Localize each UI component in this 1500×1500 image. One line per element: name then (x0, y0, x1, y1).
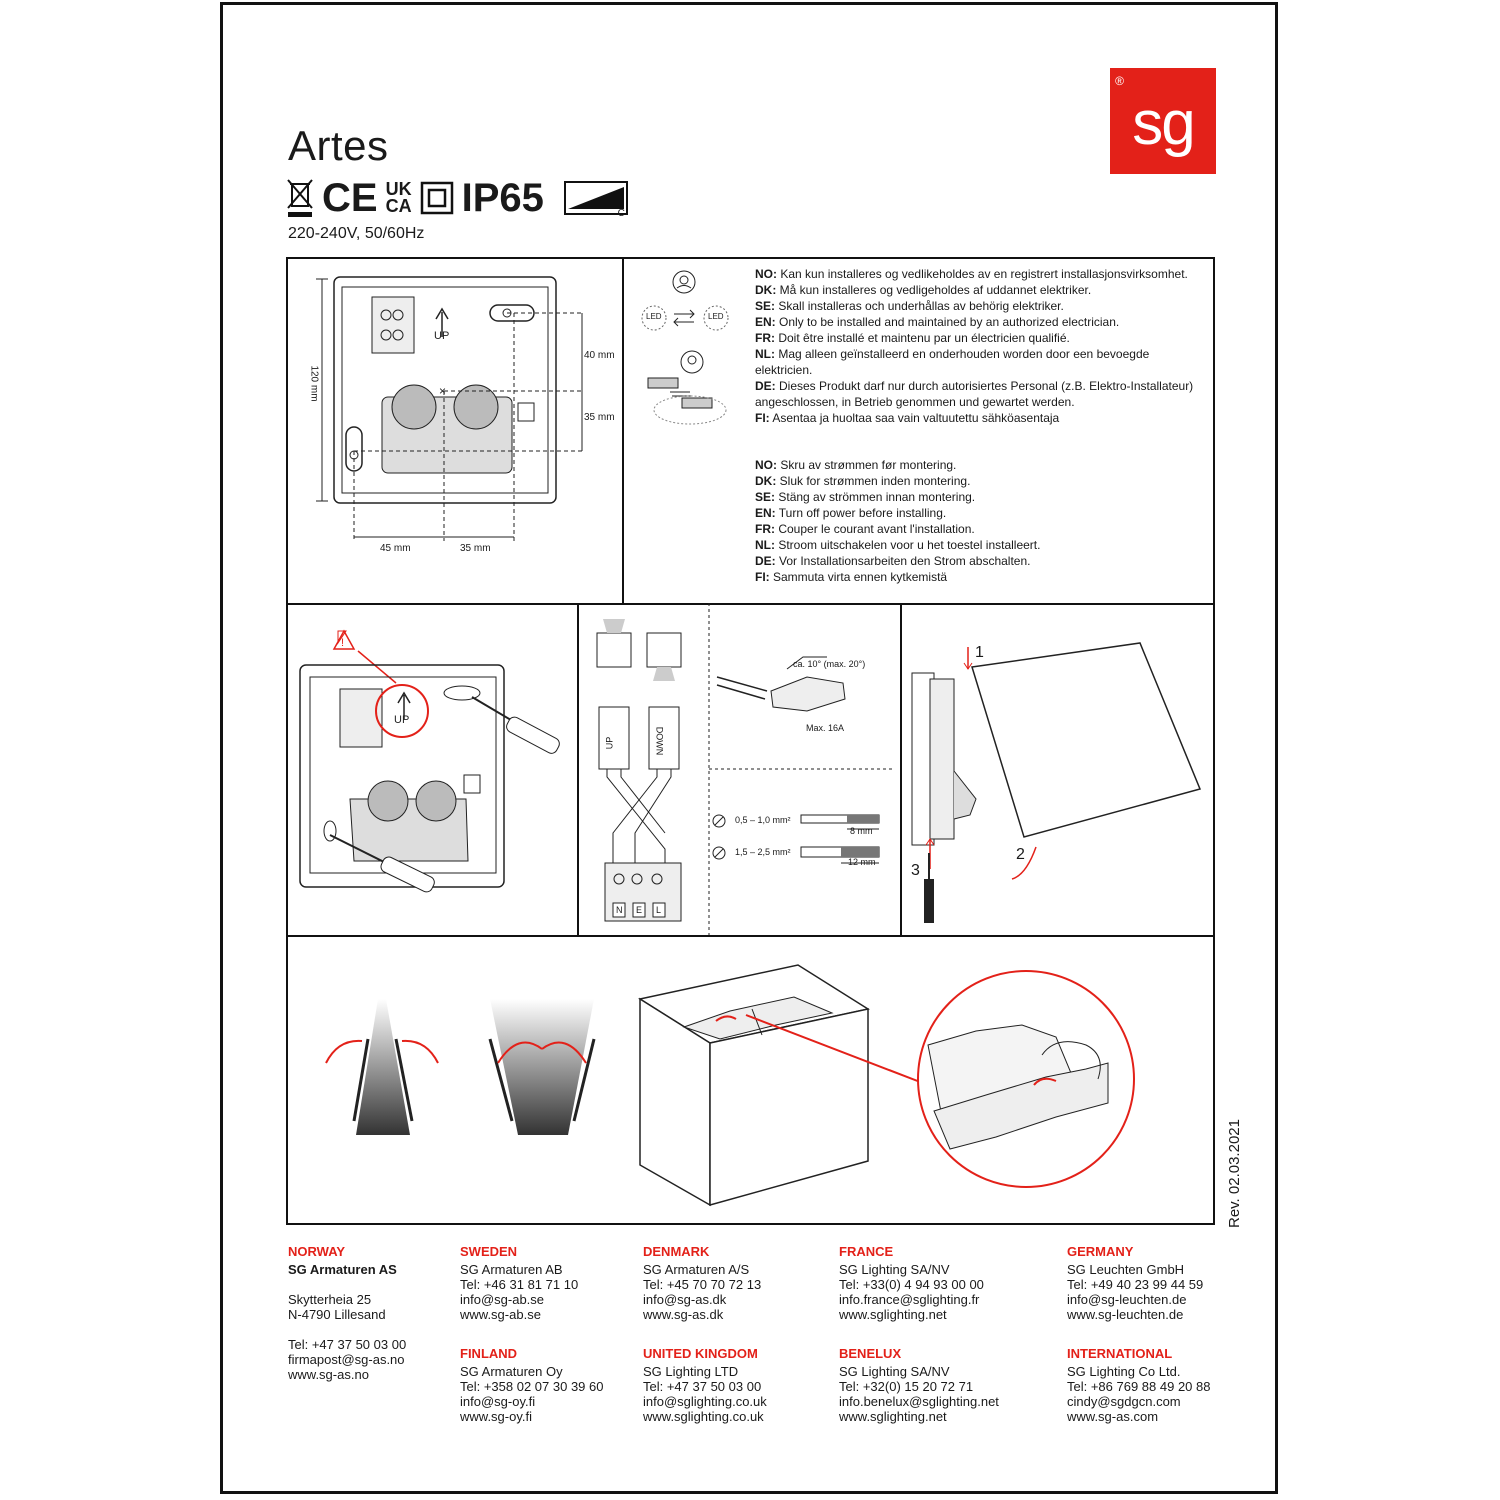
notice-text: Sammuta virta ennen kytkemistä (769, 570, 948, 584)
notice-line (755, 378, 1193, 394)
notice-lang: NL: (755, 538, 775, 552)
ukca-top: UK (385, 179, 412, 199)
contact-company: SG Lighting Co Ltd. (1067, 1364, 1181, 1379)
certification-marks (286, 176, 628, 220)
notice-line (755, 521, 1040, 537)
power-notice-text (755, 457, 1040, 585)
notice-line (755, 537, 1040, 553)
svg-text:×: × (439, 384, 447, 398)
notice-lang: NO: (755, 458, 777, 472)
svg-text:!: ! (341, 637, 345, 649)
contact-line: Tel: +33(0) 4 94 93 00 00 (839, 1277, 984, 1292)
mounting-drawing (900, 603, 1215, 937)
weee-bin-icon (286, 178, 314, 218)
down-label: DOWN (654, 726, 665, 756)
revision-date: Rev. 02.03.2021 (1226, 1119, 1243, 1228)
notice-text: Stäng av strömmen innan montering. (775, 490, 976, 504)
notice-line (755, 410, 1193, 426)
class-two-icon (420, 181, 454, 215)
contact-block (460, 1346, 603, 1424)
contact-line: Tel: +49 40 23 99 44 59 (1067, 1277, 1204, 1292)
contact-block (839, 1346, 999, 1424)
contact-company: SG Lighting SA/NV (839, 1262, 950, 1277)
contact-company: SG Lighting LTD (643, 1364, 739, 1379)
contact-line: info.france@sglighting.fr (839, 1292, 980, 1307)
contact-country: SWEDEN (460, 1244, 518, 1259)
contact-company: SG Armaturen A/S (643, 1262, 750, 1277)
notice-lang: FR: (755, 331, 775, 345)
dim-right-offset: 35 mm (460, 543, 491, 554)
notice-text: Skall installeras och underhållas av behörig elektriker. (775, 299, 1064, 313)
contact-line: Tel: +46 31 81 71 10 (460, 1277, 579, 1292)
svg-text:UP: UP (394, 714, 410, 726)
notice-text: Skru av strømmen før montering. (777, 458, 957, 472)
contact-line: info@sglighting.co.uk (643, 1394, 767, 1409)
contact-line (288, 1322, 406, 1337)
notice-lang: DK: (755, 474, 777, 488)
contact-block (643, 1346, 767, 1424)
mounting-plate-drawing (286, 257, 624, 605)
contact-line: info@sg-leuchten.de (1067, 1292, 1187, 1307)
driver-replacement-icon (640, 350, 740, 430)
contact-company: SG Armaturen AB (460, 1262, 563, 1277)
notice-lang: NL: (755, 347, 775, 361)
notice-text: Doit être installé et maintenu par un électricien qualifié. (775, 331, 1070, 345)
contact-line: www.sg-as.com (1067, 1409, 1159, 1424)
notice-text: Sluk for strømmen inden montering. (776, 474, 971, 488)
contact-country: FRANCE (839, 1244, 894, 1259)
screwing-drawing (286, 603, 579, 937)
notice-lang: EN: (755, 506, 776, 520)
contact-line: Tel: +47 37 50 03 00 (643, 1379, 762, 1394)
svg-text:UP: UP (434, 330, 450, 342)
notice-lang: FI: (755, 570, 770, 584)
contact-block (460, 1244, 578, 1322)
notice-lang: NO: (755, 267, 777, 281)
ukca-bottom: CA (385, 196, 412, 216)
notice-line (755, 266, 1193, 282)
contact-block (643, 1244, 761, 1322)
dim-center-offset: 35 mm (584, 412, 615, 423)
voltage-rating: 220-240V, 50/60Hz (288, 225, 425, 242)
notice-line (755, 298, 1193, 314)
contact-line: info@sg-oy.fi (460, 1394, 536, 1409)
notice-line (755, 330, 1193, 346)
notice-text: Asentaa ja huoltaa saa vain valtuutettu sähköasentaja (769, 411, 1060, 425)
dim-top-offset: 40 mm (584, 350, 615, 361)
contact-block (839, 1244, 984, 1322)
contact-line: Tel: +358 02 07 30 39 60 (460, 1379, 604, 1394)
angle-note: ca. 10° (max. 20°) (793, 659, 866, 669)
sg-logo (1110, 68, 1216, 174)
contact-company: SG Armaturen AS (288, 1262, 397, 1277)
notice-text: Må kun installeres og vedligeholdes af uddannet elektriker. (776, 283, 1092, 297)
notice-text: Dieses Produkt darf nur durch autorisiertes Personal (z.B. Elektro-Installateur) (775, 379, 1194, 393)
contact-line: Tel: +86 769 88 49 20 88 (1067, 1379, 1211, 1394)
contact-country: GERMANY (1067, 1244, 1134, 1259)
max-current: Max. 16A (806, 723, 845, 733)
wire-large: 1,5 – 2,5 mm² (735, 847, 791, 857)
notice-lang: EN: (755, 315, 776, 329)
contact-block (1067, 1244, 1203, 1322)
contact-line: www.sg-oy.fi (460, 1409, 532, 1424)
contact-company: SG Lighting SA/NV (839, 1364, 950, 1379)
notice-text: Kan kun installeres og vedlikeholdes av en registrert installasjonsvirksomhet. (777, 267, 1188, 281)
notice-text: Mag alleen geïnstalleerd en onderhouden worden door een bevoegde (775, 347, 1150, 361)
up-label: UP (604, 736, 615, 750)
notice-line (755, 314, 1193, 330)
install-notice-text (755, 266, 1193, 426)
notice-line (755, 553, 1040, 569)
notice-lang: SE: (755, 490, 776, 504)
contact-line: Tel: +32(0) 15 20 72 71 (839, 1379, 974, 1394)
notice-text: angeschlossen, in Betrieb genommen und gewartet werden. (755, 395, 1075, 409)
ukca-mark (386, 181, 412, 215)
notice-lang: DE: (755, 554, 776, 568)
electrician-icon-top (634, 270, 744, 340)
notice-lang: FI: (755, 411, 770, 425)
contact-country: FINLAND (460, 1346, 518, 1361)
contact-country: INTERNATIONAL (1067, 1346, 1173, 1361)
ip-rating: IP65 (461, 175, 544, 220)
notice-text: Couper le courant avant l'installation. (775, 522, 975, 536)
strip-small: 8 mm (850, 826, 873, 836)
contact-line: cindy@sgdgcn.com (1067, 1394, 1181, 1409)
wiring-drawing (577, 603, 902, 937)
notice-line (755, 569, 1040, 585)
dim-left-offset: 45 mm (380, 543, 411, 554)
contact-country: BENELUX (839, 1346, 902, 1361)
wire-small: 0,5 – 1,0 mm² (735, 815, 791, 825)
notice-text: Turn off power before installing. (775, 506, 947, 520)
contact-line: www.sglighting.net (839, 1409, 947, 1424)
led-left-label: LED (646, 312, 662, 321)
notice-line (755, 473, 1040, 489)
contact-line: www.sglighting.co.uk (643, 1409, 764, 1424)
contact-line: www.sg-ab.se (460, 1307, 541, 1322)
contact-line: firmapost@sg-as.no (288, 1352, 405, 1367)
contact-line: www.sg-leuchten.de (1067, 1307, 1184, 1322)
contact-company: SG Armaturen Oy (460, 1364, 563, 1379)
contact-block (288, 1244, 406, 1382)
contact-country: NORWAY (288, 1244, 346, 1259)
contact-line: N-4790 Lillesand (288, 1307, 386, 1322)
notice-line (755, 394, 1193, 410)
strip-large: 12 mm (848, 857, 876, 867)
notice-lang: DE: (755, 379, 776, 393)
notice-line (755, 457, 1040, 473)
mount-step-2: 2 (1016, 846, 1025, 863)
terminal-l: L (656, 905, 662, 915)
contact-line: info@sg-ab.se (460, 1292, 545, 1307)
notice-line (755, 282, 1193, 298)
contact-block (1067, 1346, 1210, 1424)
notice-text: Vor Installationsarbeiten den Strom abschalten. (775, 554, 1031, 568)
contact-line: www.sg-as.dk (643, 1307, 724, 1322)
dimmer-letter: C (617, 208, 625, 219)
notice-text: Stroom uitschakelen voor u het toestel installeert. (775, 538, 1041, 552)
notice-lang: FR: (755, 522, 775, 536)
dimmer-symbol (564, 181, 628, 219)
terminal-e: E (636, 905, 643, 915)
terminal-n: N (616, 905, 623, 915)
notice-line (755, 362, 1193, 378)
contact-country: UNITED KINGDOM (643, 1346, 758, 1361)
contact-country: DENMARK (643, 1244, 710, 1259)
notice-lang: SE: (755, 299, 776, 313)
notice-line (755, 489, 1040, 505)
contact-line: info.benelux@sglighting.net (839, 1394, 999, 1409)
led-right-label: LED (708, 312, 724, 321)
contact-company: SG Leuchten GmbH (1067, 1262, 1185, 1277)
contact-line: Skytterheia 25 (288, 1292, 372, 1307)
product-title: Artes (288, 122, 389, 169)
notice-lang: DK: (755, 283, 777, 297)
contact-line: www.sglighting.net (839, 1307, 947, 1322)
notice-line (755, 505, 1040, 521)
notice-text: Only to be installed and maintained by an authorized electrician. (775, 315, 1120, 329)
notice-text: elektricien. (755, 363, 813, 377)
contact-line: Tel: +47 37 50 03 00 (288, 1337, 407, 1352)
ce-mark: CE (322, 175, 378, 220)
registered-mark: ® (1115, 74, 1124, 88)
notice-line (755, 346, 1193, 362)
contact-line: Tel: +45 70 70 72 13 (643, 1277, 762, 1292)
contact-line: info@sg-as.dk (643, 1292, 727, 1307)
mount-step-3: 3 (911, 862, 920, 879)
contact-line (288, 1277, 406, 1292)
contact-line: www.sg-as.no (288, 1367, 369, 1382)
logo-text: sg (1132, 89, 1194, 158)
dim-height: 120 mm (308, 365, 320, 402)
mount-step-1: 1 (975, 644, 984, 661)
beam-adjust-drawing (286, 935, 1215, 1225)
